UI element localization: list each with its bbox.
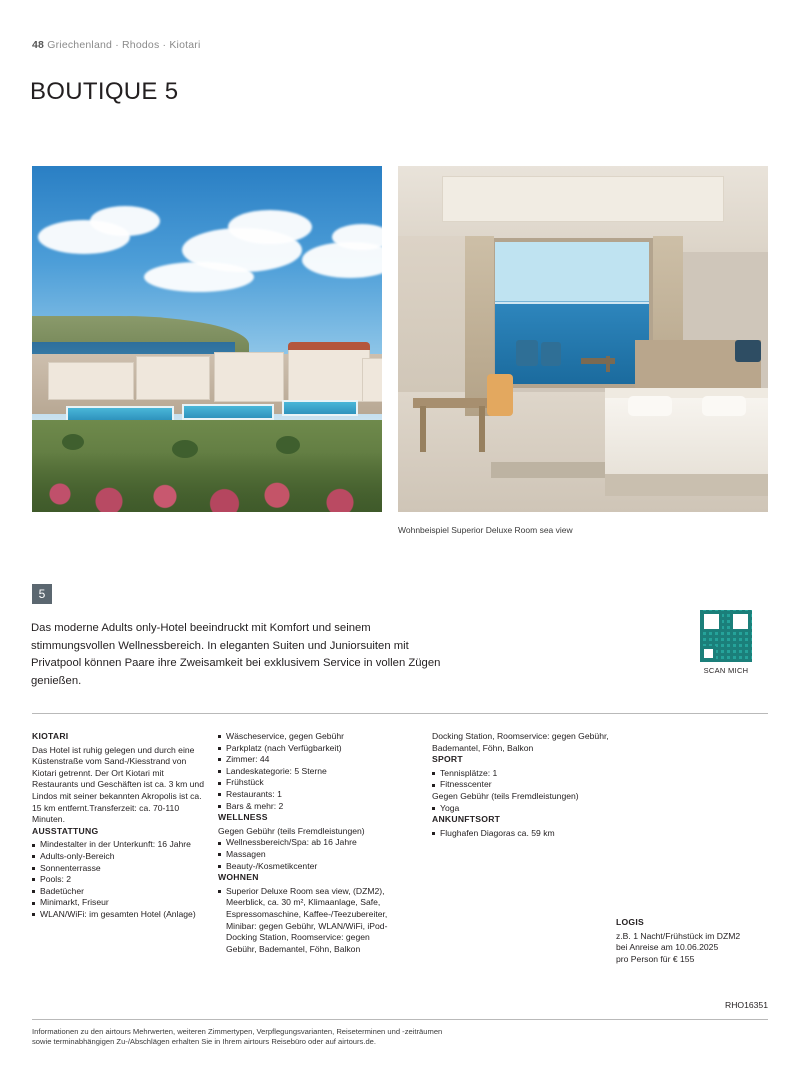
- hotel-building: [48, 362, 134, 400]
- sport-list-bottom: [432, 803, 612, 815]
- logis-line-1: z.B. 1 Nacht/Frühstück im DZM2: [616, 930, 741, 941]
- pillow: [702, 396, 746, 416]
- ceiling-inset: [442, 176, 723, 222]
- list-item: Landeskategorie: 5 Sterne: [218, 766, 400, 778]
- column-two: [218, 731, 400, 955]
- bedside-lamp: [735, 340, 761, 362]
- breadcrumb: [32, 39, 201, 51]
- divider-top: [32, 713, 768, 714]
- wellness-note: Gegen Gebühr (teils Fremdleistungen): [218, 825, 365, 836]
- list-item: Wäscheservice, gegen Gebühr: [218, 731, 400, 743]
- ausstattung-list-part1: [32, 839, 208, 920]
- terrace-table: [581, 358, 615, 364]
- logis-line-2: bei Anreise am 10.06.2025: [616, 942, 719, 953]
- cloud-icon: [90, 206, 160, 236]
- breadcrumb-path: Griechenland · Rhodos · Kiotari: [47, 39, 201, 51]
- section-heading-wohnen: WOHNEN: [218, 872, 259, 883]
- balcony-door: [491, 238, 654, 388]
- hotel-building: [136, 356, 210, 400]
- ankunftsort-list: [432, 828, 612, 840]
- list-item: Massagen: [218, 849, 400, 861]
- bed-base: [605, 474, 768, 496]
- logis-line-3: pro Person für € 155: [616, 953, 695, 964]
- rating-badge: 5: [32, 584, 52, 604]
- ausstattung-list-part2: [218, 731, 400, 812]
- list-item: Frühstück: [218, 777, 400, 789]
- hotel-building: [214, 352, 284, 402]
- footer-line-2: sowie terminabhängigen Zu-/Abschlägen erhalten Sie in Ihrem airtours Reisebüro oder auf airtours.de.: [32, 1037, 377, 1047]
- pool: [182, 404, 274, 420]
- column-four: [616, 731, 768, 965]
- kiotari-description: Das Hotel ist ruhig gelegen und durch eine Küstenstraße vom Sand-/Kiesstrand von Kiotari getrennt. Der Ort Kiotari mit Restaurants und Geschäften ist ca. 3 km und Lindos mit seiner bekannten Akropolis ist ca. 15 km entfernt.Transferzeit: ca. 70-110 Minuten.: [32, 744, 204, 825]
- list-item: Wellnessbereich/Spa: ab 16 Jahre: [218, 837, 400, 849]
- qr-code-icon[interactable]: [700, 610, 752, 662]
- list-item: Adults-only-Bereich: [32, 851, 208, 863]
- list-item: Superior Deluxe Room sea view, (DZM2), Meerblick, ca. 30 m², Klimaanlage, Safe, Espressomaschine, Kaffee-/Teezubereiter, Minibar: gegen Gebühr, WLAN/WiFi, iPod-Docking Station, Roomservice: gegen Gebühr, Bademantel, Föhn, Balkon: [218, 886, 400, 956]
- column-one: [32, 731, 208, 921]
- list-item: Bars & mehr: 2: [218, 801, 400, 813]
- sport-list-top: [432, 768, 612, 791]
- terrace-chair: [541, 342, 561, 366]
- page-number: 48: [32, 39, 45, 51]
- roof: [288, 342, 370, 350]
- list-item: Restaurants: 1: [218, 789, 400, 801]
- desk-leg: [479, 406, 485, 452]
- pool: [282, 400, 358, 416]
- terrace-table-leg: [606, 356, 610, 372]
- hotel-building: [288, 348, 370, 402]
- product-code: RHO16351: [725, 1000, 768, 1010]
- footer-note: [32, 1027, 632, 1048]
- list-item: WLAN/WiFi: im gesamten Hotel (Anlage): [32, 909, 208, 921]
- list-item: Zimmer: 44: [218, 754, 400, 766]
- hotel-exterior-photo: [32, 166, 382, 512]
- divider-bottom: [32, 1019, 768, 1020]
- list-item: Fitnesscenter: [432, 779, 612, 791]
- wellness-list: [218, 837, 400, 872]
- list-item: Minimarkt, Friseur: [32, 897, 208, 909]
- section-heading-ankunftsort: ANKUNFTSORT: [432, 814, 501, 825]
- list-item: Flughafen Diagoras ca. 59 km: [432, 828, 612, 840]
- list-item: Beauty-/Kosmetikcenter: [218, 861, 400, 873]
- sport-note: Gegen Gebühr (teils Fremdleistungen): [432, 790, 579, 801]
- qr-code-label: SCAN MICH: [703, 666, 749, 675]
- room-photo: [398, 166, 768, 512]
- section-heading-kiotari: KIOTARI: [32, 731, 69, 741]
- desk-leg: [420, 406, 426, 452]
- column-three: [432, 731, 612, 839]
- horizon-line: [495, 302, 650, 304]
- list-item: Mindestalter in der Unterkunft: 16 Jahre: [32, 839, 208, 851]
- section-heading-sport: SPORT: [432, 754, 463, 765]
- list-item: Badetücher: [32, 886, 208, 898]
- desk-chair: [487, 374, 513, 416]
- wohnen-continuation: Docking Station, Roomservice: gegen Gebühr, Bademantel, Föhn, Balkon: [432, 731, 609, 753]
- intro-text: Das moderne Adults only-Hotel beeindruckt mit Komfort und seinem stimmungsvollen Wellnessbereich. In eleganten Suiten und Juniorsuiten mit Privatpool können Paare ihre Zweisamkeit bei exklusivem Service in vollen Zügen genießen.: [31, 622, 441, 687]
- wohnen-list: [218, 886, 400, 956]
- list-item: Sonnenterrasse: [32, 863, 208, 875]
- cloud-icon: [228, 210, 312, 244]
- list-item: Yoga: [432, 803, 612, 815]
- page-title: BOUTIQUE 5: [30, 78, 179, 106]
- list-item: Pools: 2: [32, 874, 208, 886]
- cloud-icon: [144, 262, 254, 292]
- pillow: [628, 396, 672, 416]
- terrace-chair: [516, 340, 538, 366]
- list-item: Parkplatz (nach Verfügbarkeit): [218, 743, 400, 755]
- photo-caption: Wohnbeispiel Superior Deluxe Room sea view: [398, 525, 573, 535]
- qr-code-block[interactable]: [700, 610, 752, 675]
- section-heading-wellness: WELLNESS: [218, 812, 268, 823]
- shrub: [62, 434, 84, 450]
- section-heading-ausstattung: AUSSTATTUNG: [32, 825, 99, 836]
- hotel-building: [362, 358, 382, 402]
- flower-border: [32, 452, 382, 512]
- footer-line-1: Informationen zu den airtours Mehrwerten, weiteren Zimmertypen, Verpflegungsvarianten, Reiseterminen und -zeiträumen: [32, 1027, 443, 1036]
- section-heading-logis: LOGIS: [616, 917, 644, 927]
- list-item: Tennisplätze: 1: [432, 768, 612, 780]
